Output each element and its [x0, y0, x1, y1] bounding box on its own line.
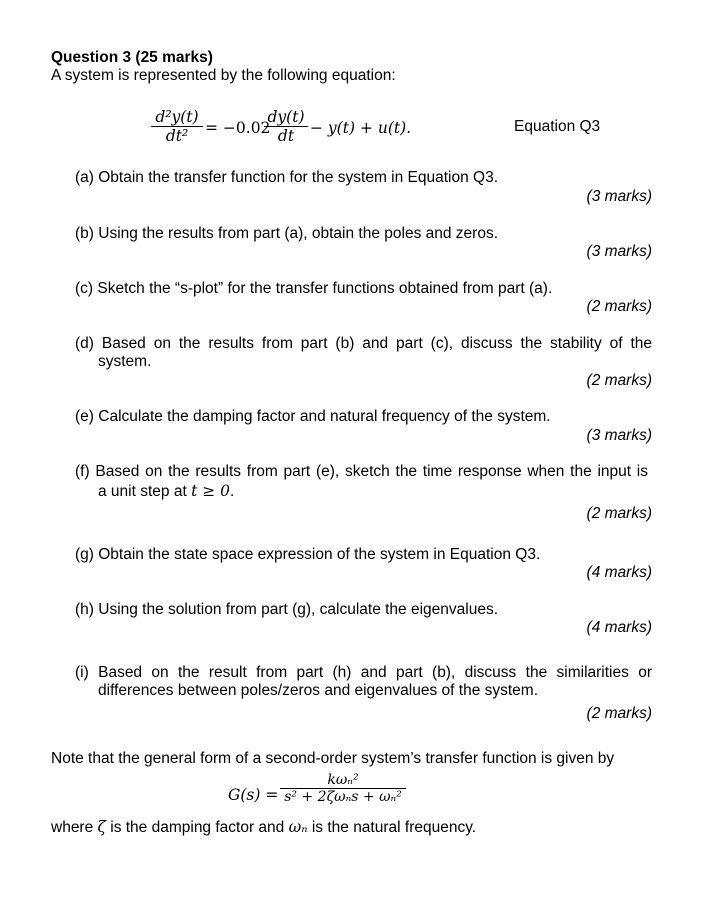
part-d-line1: (d) Based on the results from part (b) and part (c), discuss the stability of the [75, 335, 652, 352]
zeta-symbol: ζ [97, 818, 106, 836]
part-g-marks: (4 marks) [586, 564, 652, 581]
part-a-marks: (3 marks) [586, 188, 652, 205]
part-c-text: (c) Sketch the “s-plot” for the transfer functions obtained from part (a). [75, 280, 553, 297]
part-e-text: (e) Calculate the damping factor and natural frequency of the system. [75, 408, 551, 425]
note-text: Note that the general form of a second-order system’s transfer function is given by [51, 750, 615, 767]
part-d-line2: system. [98, 353, 152, 370]
part-h-marks: (4 marks) [586, 619, 652, 636]
omega-symbol: ωₙ [288, 818, 308, 836]
part-f-line2 [98, 482, 234, 501]
equation-rest: − y(t) + u(t). [310, 119, 412, 137]
g-label: G(s) = [228, 786, 279, 804]
where-suffix: is the natural frequency. [307, 819, 477, 836]
part-f-period: . [230, 483, 235, 500]
where-text [51, 818, 476, 837]
part-f-line1: (f) Based on the results from part (e), sketch the time response when the input is [75, 463, 648, 480]
general-form-numerator: kωₙ² [327, 772, 359, 788]
part-f-marks: (2 marks) [586, 505, 652, 522]
equation-label: Equation Q3 [514, 118, 601, 135]
rhs-numerator: dy(t) [267, 108, 305, 126]
lhs-fraction [151, 108, 203, 145]
where-prefix: where [51, 819, 98, 836]
part-h-text: (h) Using the solution from part (g), calculate the eigenvalues. [75, 601, 499, 618]
lhs-denominator: dt² [165, 127, 189, 145]
intro-text: A system is represented by the following equation: [51, 67, 396, 84]
part-f-line2-text: a unit step at [98, 483, 192, 500]
part-i-line1: (i) Based on the result from part (h) and part (b), discuss the similarities or [75, 664, 652, 681]
part-b-marks: (3 marks) [586, 243, 652, 260]
lhs-numerator: d²y(t) [155, 108, 199, 126]
general-form-fraction [280, 772, 406, 805]
rhs-denominator: dt [277, 127, 295, 145]
equation-coefficient: = −0.02 [205, 119, 271, 137]
rhs-fraction [264, 108, 308, 145]
part-i-line2: differences between poles/zeros and eigenvalues of the system. [98, 682, 539, 699]
part-d-marks: (2 marks) [586, 372, 652, 389]
part-g-text: (g) Obtain the state space expression of the system in Equation Q3. [75, 546, 541, 563]
part-a-text: (a) Obtain the transfer function for the system in Equation Q3. [75, 169, 499, 186]
part-e-marks: (3 marks) [586, 427, 652, 444]
where-middle: is the damping factor and [105, 819, 289, 836]
part-c-marks: (2 marks) [586, 298, 652, 315]
part-f-condition: t ≥ 0 [191, 482, 230, 500]
part-i-marks: (2 marks) [586, 705, 652, 722]
general-form-denominator: s² + 2ζωₙs + ωₙ² [284, 789, 402, 805]
part-b-text: (b) Using the results from part (a), obtain the poles and zeros. [75, 225, 499, 242]
question-title: Question 3 (25 marks) [51, 49, 213, 66]
